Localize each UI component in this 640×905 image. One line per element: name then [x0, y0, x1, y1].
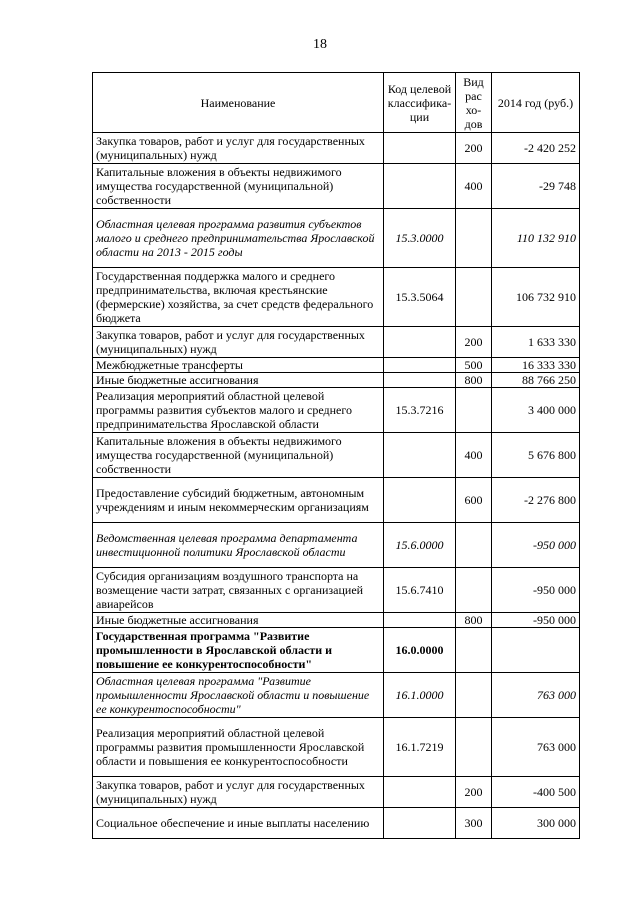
- cell-amount: -950 000: [492, 568, 580, 613]
- cell-code: 15.3.5064: [384, 268, 456, 327]
- cell-type: [456, 209, 492, 268]
- table-row: [93, 164, 580, 209]
- cell-amount: 110 132 910: [492, 209, 580, 268]
- cell-type: [456, 523, 492, 568]
- cell-type: [456, 673, 492, 718]
- cell-code: [384, 133, 456, 164]
- cell-code: 16.0.0000: [384, 628, 456, 673]
- cell-name: Иные бюджетные ассигнования: [93, 373, 384, 388]
- cell-amount: -29 748: [492, 164, 580, 209]
- cell-amount: 16 333 330: [492, 358, 580, 373]
- cell-amount: 106 732 910: [492, 268, 580, 327]
- cell-type: [456, 718, 492, 777]
- table-row: [93, 568, 580, 613]
- cell-name: Государственная поддержка малого и среднего предпринимательства, включая крестьянские (фермерские) хозяйства, за счет средств федерального бюджета: [93, 268, 384, 327]
- cell-type: 200: [456, 133, 492, 164]
- table-row: [93, 478, 580, 523]
- cell-code: [384, 433, 456, 478]
- header-amount: 2014 год (руб.): [492, 73, 580, 133]
- table-row: [93, 388, 580, 433]
- cell-amount: 5 676 800: [492, 433, 580, 478]
- cell-amount: -950 000: [492, 613, 580, 628]
- cell-amount: [492, 628, 580, 673]
- cell-code: 15.3.7216: [384, 388, 456, 433]
- table-header-row: [93, 73, 580, 133]
- table-row: [93, 373, 580, 388]
- cell-name: Иные бюджетные ассигнования: [93, 613, 384, 628]
- cell-code: 16.1.0000: [384, 673, 456, 718]
- cell-name: Социальное обеспечение и иные выплаты населению: [93, 808, 384, 839]
- cell-amount: 300 000: [492, 808, 580, 839]
- cell-code: 15.3.0000: [384, 209, 456, 268]
- table-row: [93, 777, 580, 808]
- table-row: [93, 808, 580, 839]
- cell-type: [456, 388, 492, 433]
- cell-name: Реализация мероприятий областной целевой программы развития субъектов малого и среднего предпринимательства Ярославской области: [93, 388, 384, 433]
- cell-code: 15.6.0000: [384, 523, 456, 568]
- cell-name: Межбюджетные трансферты: [93, 358, 384, 373]
- cell-name: Предоставление субсидий бюджетным, автономным учреждениям и иным некоммерческим организациям: [93, 478, 384, 523]
- table-row: [93, 268, 580, 327]
- cell-name: Капитальные вложения в объекты недвижимого имущества государственной (муниципальной) собственности: [93, 433, 384, 478]
- cell-amount: -950 000: [492, 523, 580, 568]
- cell-name: Областная целевая программа развития субъектов малого и среднего предпринимательства Ярославской области на 2013 - 2015 годы: [93, 209, 384, 268]
- cell-type: 400: [456, 164, 492, 209]
- cell-name: Ведомственная целевая программа департамента инвестиционной политики Ярославской области: [93, 523, 384, 568]
- cell-amount: -400 500: [492, 777, 580, 808]
- cell-code: 16.1.7219: [384, 718, 456, 777]
- cell-name: Областная целевая программа "Развитие промышленности Ярославской области и повышение ее конкурентоспособности": [93, 673, 384, 718]
- cell-amount: -2 276 800: [492, 478, 580, 523]
- cell-type: 300: [456, 808, 492, 839]
- cell-name: Государственная программа "Развитие промышленности в Ярославской области и повышение ее конкурентоспособности": [93, 628, 384, 673]
- table-row: [93, 613, 580, 628]
- cell-code: [384, 164, 456, 209]
- cell-type: 500: [456, 358, 492, 373]
- cell-amount: -2 420 252: [492, 133, 580, 164]
- table-row: [93, 673, 580, 718]
- table-row: [93, 209, 580, 268]
- table-row: [93, 327, 580, 358]
- cell-type: 800: [456, 613, 492, 628]
- cell-amount: 763 000: [492, 673, 580, 718]
- cell-code: [384, 808, 456, 839]
- cell-code: [384, 358, 456, 373]
- header-type: Вид рас хо-дов: [456, 73, 492, 133]
- table-row: [93, 433, 580, 478]
- cell-name: Закупка товаров, работ и услуг для государственных (муниципальных) нужд: [93, 777, 384, 808]
- table-row: [93, 628, 580, 673]
- cell-name: Закупка товаров, работ и услуг для государственных (муниципальных) нужд: [93, 327, 384, 358]
- cell-code: [384, 373, 456, 388]
- cell-name: Субсидия организациям воздушного транспорта на возмещение части затрат, связанных с организацией авиарейсов: [93, 568, 384, 613]
- budget-table: [92, 72, 580, 839]
- cell-amount: 1 633 330: [492, 327, 580, 358]
- table-row: [93, 358, 580, 373]
- cell-amount: 3 400 000: [492, 388, 580, 433]
- cell-type: 200: [456, 327, 492, 358]
- cell-amount: 88 766 250: [492, 373, 580, 388]
- cell-type: [456, 268, 492, 327]
- table-row: [93, 133, 580, 164]
- cell-name: Закупка товаров, работ и услуг для государственных (муниципальных) нужд: [93, 133, 384, 164]
- cell-amount: 763 000: [492, 718, 580, 777]
- cell-type: 800: [456, 373, 492, 388]
- cell-type: 200: [456, 777, 492, 808]
- cell-code: [384, 613, 456, 628]
- cell-name: Реализация мероприятий областной целевой программы развития промышленности Ярославской области и повышения ее конкурентоспособности: [93, 718, 384, 777]
- page-number: 18: [313, 37, 327, 52]
- cell-type: 600: [456, 478, 492, 523]
- header-name: Наименование: [93, 73, 384, 133]
- table-row: [93, 718, 580, 777]
- table-row: [93, 523, 580, 568]
- cell-code: [384, 777, 456, 808]
- cell-type: [456, 628, 492, 673]
- cell-code: [384, 327, 456, 358]
- cell-type: 400: [456, 433, 492, 478]
- header-code: Код целевой классифика-ции: [384, 73, 456, 133]
- cell-code: 15.6.7410: [384, 568, 456, 613]
- cell-code: [384, 478, 456, 523]
- table-body: [93, 133, 580, 839]
- cell-name: Капитальные вложения в объекты недвижимого имущества государственной (муниципальной) собственности: [93, 164, 384, 209]
- cell-type: [456, 568, 492, 613]
